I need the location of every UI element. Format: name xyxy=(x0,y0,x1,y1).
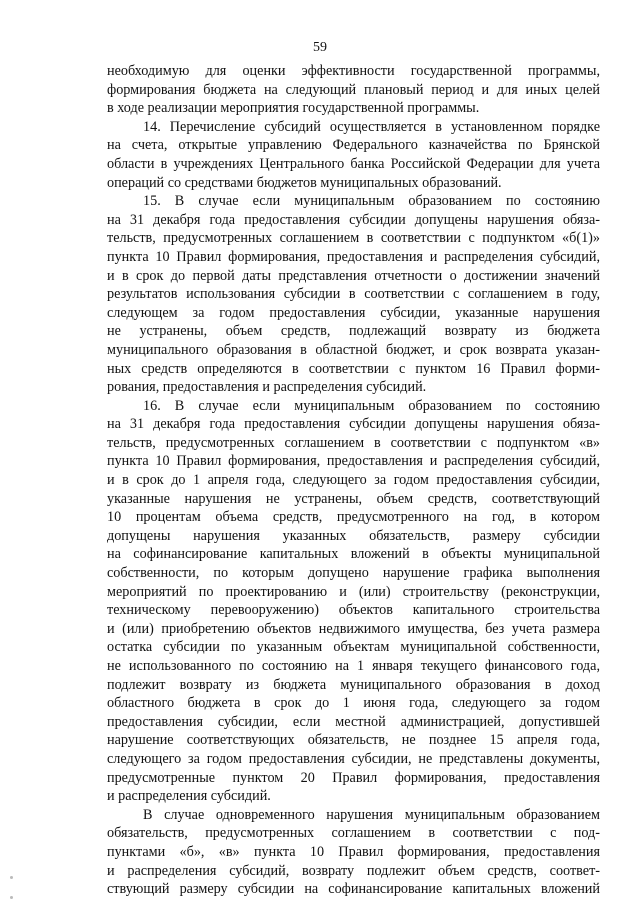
text-line: предоставления субсидии, если местной администрацией, допустившей xyxy=(107,713,600,730)
scan-speck xyxy=(10,896,13,899)
text-line: В случае одновременного нарушения муниципальным образованием xyxy=(143,806,600,823)
text-line: операций со средствами бюджетов муниципальных образований. xyxy=(107,174,502,191)
text-line: допущены нарушения указанных обязательств, размеру субсидии xyxy=(107,527,600,544)
text-line: тельств, предусмотренных соглашением в соответствии с подпунктом «б(1)» xyxy=(107,230,600,247)
scan-speck xyxy=(10,876,13,879)
text-line: обязательств, предусмотренных соглашением в соответствии с под- xyxy=(107,825,600,842)
text-line: следующем за годом предоставления субсидии, указанные нарушения xyxy=(107,304,600,321)
text-line: пункта 10 Правил формирования, предоставления и распределения субсидий, xyxy=(107,248,600,265)
text-line: 16. В случае если муниципальным образованием по состоянию xyxy=(143,397,600,414)
text-line: 14. Перечисление субсидий осуществляется в установленном порядке xyxy=(143,118,600,135)
text-line: нарушение соответствующих обязательств, не позднее 15 апреля года, xyxy=(107,732,600,749)
text-line: на 31 декабря года предоставления субсидии допущены нарушения обяза- xyxy=(107,211,600,228)
text-line: остатка субсидии по указанным объектам муниципальной собственности, xyxy=(107,639,600,656)
text-line: указанные нарушения не устранены, объем средств, соответствующий xyxy=(107,490,600,507)
page-number: 59 xyxy=(313,40,327,55)
text-line: подлежит возврату из бюджета муниципального образования в доход xyxy=(107,676,600,693)
paragraph-item-15 xyxy=(107,192,600,397)
text-line: на софинансирование капитальных вложений в объекты муниципальной xyxy=(107,546,600,563)
text-line: муниципального образования в областной бюджет, и срок возврата указан- xyxy=(107,341,600,358)
paragraph-item-14 xyxy=(107,118,600,192)
text-line: области в учреждениях Центрального банка Российской Федерации для учета xyxy=(107,155,600,172)
text-line: не устранены, объем средств, подлежащий возврату из бюджета xyxy=(107,323,600,340)
text-line: тельств, предусмотренных соглашением в соответствии с подпунктом «в» xyxy=(107,434,600,451)
text-line: следующего за годом предоставления субсидии, не представлены документы, xyxy=(107,750,600,767)
text-line: ных средств определяются в соответствии с пунктом 16 Правил форми- xyxy=(107,360,600,377)
text-line: и в срок до 1 апреля года, следующего за годом предоставления субсидии, xyxy=(107,472,600,489)
text-line: областного бюджета в срок до 1 июня года, следующего за годом xyxy=(107,695,600,712)
text-line: на 31 декабря года предоставления субсидии допущены нарушения обяза- xyxy=(107,416,600,433)
text-line: собственности, по которым допущено нарушение графика выполнения xyxy=(107,565,600,582)
paragraph-continuation xyxy=(107,62,600,118)
text-line: в ходе реализации мероприятия государственной программы. xyxy=(107,100,480,117)
paragraph-item-16-continued xyxy=(107,806,600,899)
text-line: и распределения субсидий. xyxy=(107,788,271,805)
text-line: и (или) приобретению объектов недвижимого имущества, без учета размера xyxy=(107,620,600,637)
text-line: техническому перевооружению) объектов капитального строительства xyxy=(107,602,600,619)
text-line: пунктами «б», «в» пункта 10 Правил формирования, предоставления xyxy=(107,843,600,860)
paragraph-item-16 xyxy=(107,397,600,806)
text-line: не использованного по состоянию на 1 января текущего финансового года, xyxy=(107,658,600,674)
text-line: мероприятий по проектированию и (или) строительству (реконструкции, xyxy=(107,583,600,600)
text-line: и распределения субсидий, возврату подлежит объем средств, соответ- xyxy=(107,862,600,879)
document-body xyxy=(107,62,600,899)
text-line: формирования бюджета на следующий плановый период и для иных целей xyxy=(107,81,600,98)
text-line: рования, предоставления и распределения субсидий. xyxy=(107,379,427,396)
text-line: результатов использования субсидии в соответствии с соглашением в году, xyxy=(107,286,600,303)
text-line: 15. В случае если муниципальным образованием по состоянию xyxy=(143,193,600,210)
text-line: на счета, открытые управлению Федерального казначейства по Брянской xyxy=(107,137,600,154)
text-line: и в срок до первой даты представления отчетности о достижении значений xyxy=(107,267,600,284)
text-line: 10 процентам объема средств, предусмотренного на год, в котором xyxy=(107,509,600,526)
text-line: ствующий размеру субсидии на софинансирование капитальных вложений xyxy=(107,881,600,898)
text-line: предусмотренные пунктом 20 Правил формирования, предоставления xyxy=(107,769,600,786)
text-line: пункта 10 Правил формирования, предоставления и распределения субсидий, xyxy=(107,453,600,470)
text-line: необходимую для оценки эффективности государственной программы, xyxy=(107,63,600,79)
